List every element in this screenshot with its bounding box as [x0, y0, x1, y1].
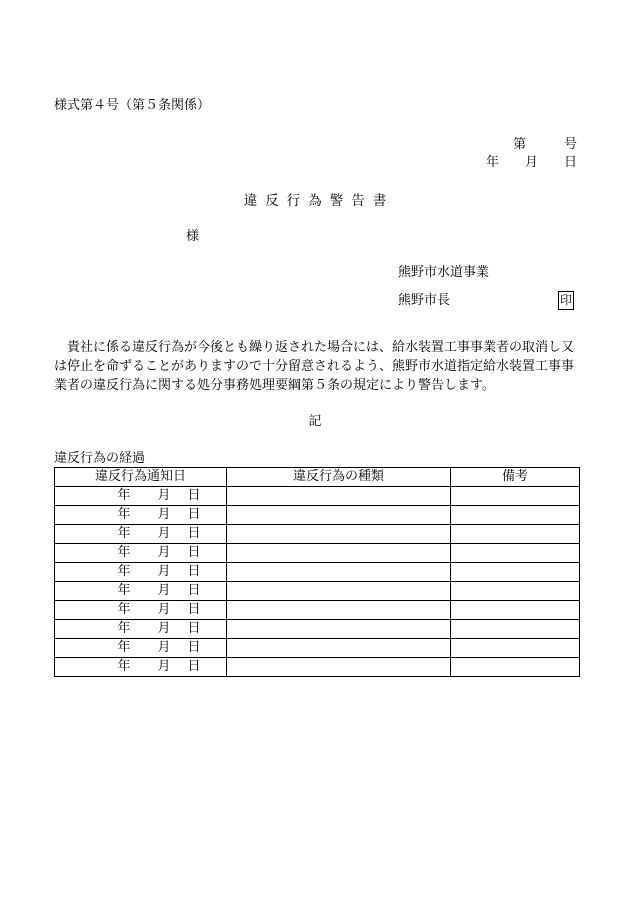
- table-row: [55, 544, 580, 563]
- remarks-cell[interactable]: [451, 601, 580, 620]
- notice-date-cell[interactable]: [55, 620, 227, 639]
- row-year: 年: [117, 602, 131, 617]
- remarks-cell[interactable]: [451, 487, 580, 506]
- table-row: [55, 525, 580, 544]
- table-header-row: [55, 468, 580, 487]
- table-row: [55, 639, 580, 658]
- violation-type-cell[interactable]: [227, 525, 451, 544]
- table-row: [55, 487, 580, 506]
- violation-type-cell[interactable]: [227, 601, 451, 620]
- remarks-cell[interactable]: [451, 658, 580, 677]
- number-suffix: 号: [563, 137, 577, 152]
- body-paragraph: 貴社に係る違反行為が今後とも繰り返された場合には、給水装置工事事業者の取消し又は停止を命ずることがありますので十分留意されるよう、熊野市水道指定給水装置工事事業者の違反行為に関する処分事務処理要綱第５条の規定により警告します。: [54, 340, 575, 393]
- violation-type-cell[interactable]: [227, 620, 451, 639]
- row-day: 日: [187, 526, 201, 541]
- header-notice-date: 違反行為通知日: [55, 468, 227, 487]
- row-year: 年: [117, 583, 131, 598]
- row-day: 日: [187, 564, 201, 579]
- violation-type-cell[interactable]: [227, 544, 451, 563]
- number-prefix: 第: [512, 137, 526, 152]
- row-day: 日: [187, 602, 201, 617]
- row-year: 年: [117, 564, 131, 579]
- notice-date-cell[interactable]: [55, 639, 227, 658]
- row-year: 年: [117, 545, 131, 560]
- notice-date-cell[interactable]: [55, 506, 227, 525]
- remarks-cell[interactable]: [451, 620, 580, 639]
- row-month: 月: [157, 564, 171, 579]
- notice-date-cell[interactable]: [55, 563, 227, 582]
- table-row: [55, 506, 580, 525]
- row-month: 月: [157, 526, 171, 541]
- notice-date-cell[interactable]: [55, 582, 227, 601]
- row-year: 年: [117, 507, 131, 522]
- row-month: 月: [157, 488, 171, 503]
- notice-date-cell[interactable]: [55, 525, 227, 544]
- row-day: 日: [187, 583, 201, 598]
- row-day: 日: [187, 659, 201, 674]
- issuer-name: 熊野市長: [398, 293, 451, 308]
- document-date-line: [486, 155, 577, 171]
- remarks-cell[interactable]: [451, 563, 580, 582]
- notice-date-cell[interactable]: [55, 658, 227, 677]
- table-row: [55, 620, 580, 639]
- violation-type-cell[interactable]: [227, 506, 451, 525]
- row-day: 日: [187, 488, 201, 503]
- row-month: 月: [157, 621, 171, 636]
- date-year: 年: [485, 155, 499, 170]
- document-number-line: [513, 137, 577, 153]
- seal-stamp-box: 印: [558, 291, 574, 310]
- table-row: [55, 601, 580, 620]
- row-year: 年: [117, 659, 131, 674]
- row-month: 月: [157, 640, 171, 655]
- row-year: 年: [117, 526, 131, 541]
- violation-type-cell[interactable]: [227, 582, 451, 601]
- row-day: 日: [187, 621, 201, 636]
- row-year: 年: [117, 621, 131, 636]
- row-day: 日: [187, 507, 201, 522]
- row-month: 月: [157, 583, 171, 598]
- row-month: 月: [157, 659, 171, 674]
- ki-heading: 記: [308, 414, 322, 429]
- issuer-organization: 熊野市水道事業: [398, 265, 490, 280]
- remarks-cell[interactable]: [451, 582, 580, 601]
- table-row: [55, 563, 580, 582]
- remarks-cell[interactable]: [451, 639, 580, 658]
- notice-date-cell[interactable]: [55, 487, 227, 506]
- table-caption: 違反行為の経過: [54, 451, 146, 466]
- header-violation-type: 違反行為の種類: [227, 468, 451, 487]
- row-month: 月: [157, 602, 171, 617]
- date-month: 月: [524, 155, 538, 170]
- header-remarks: 備考: [451, 468, 580, 487]
- row-year: 年: [117, 640, 131, 655]
- row-year: 年: [117, 488, 131, 503]
- row-day: 日: [187, 640, 201, 655]
- violation-type-cell[interactable]: [227, 639, 451, 658]
- addressee: 様: [186, 229, 200, 244]
- notice-date-cell[interactable]: [55, 544, 227, 563]
- date-day: 日: [563, 155, 577, 170]
- row-day: 日: [187, 545, 201, 560]
- remarks-cell[interactable]: [451, 544, 580, 563]
- violation-type-cell[interactable]: [227, 563, 451, 582]
- table-row: [55, 658, 580, 677]
- notice-date-cell[interactable]: [55, 601, 227, 620]
- row-month: 月: [157, 545, 171, 560]
- row-month: 月: [157, 507, 171, 522]
- violation-type-cell[interactable]: [227, 487, 451, 506]
- remarks-cell[interactable]: [451, 525, 580, 544]
- violation-type-cell[interactable]: [227, 658, 451, 677]
- violation-history-table: [54, 467, 580, 677]
- remarks-cell[interactable]: [451, 506, 580, 525]
- form-label: 様式第４号（第５条関係）: [54, 98, 211, 113]
- table-row: [55, 582, 580, 601]
- document-title: 違反行為警告書: [243, 193, 395, 209]
